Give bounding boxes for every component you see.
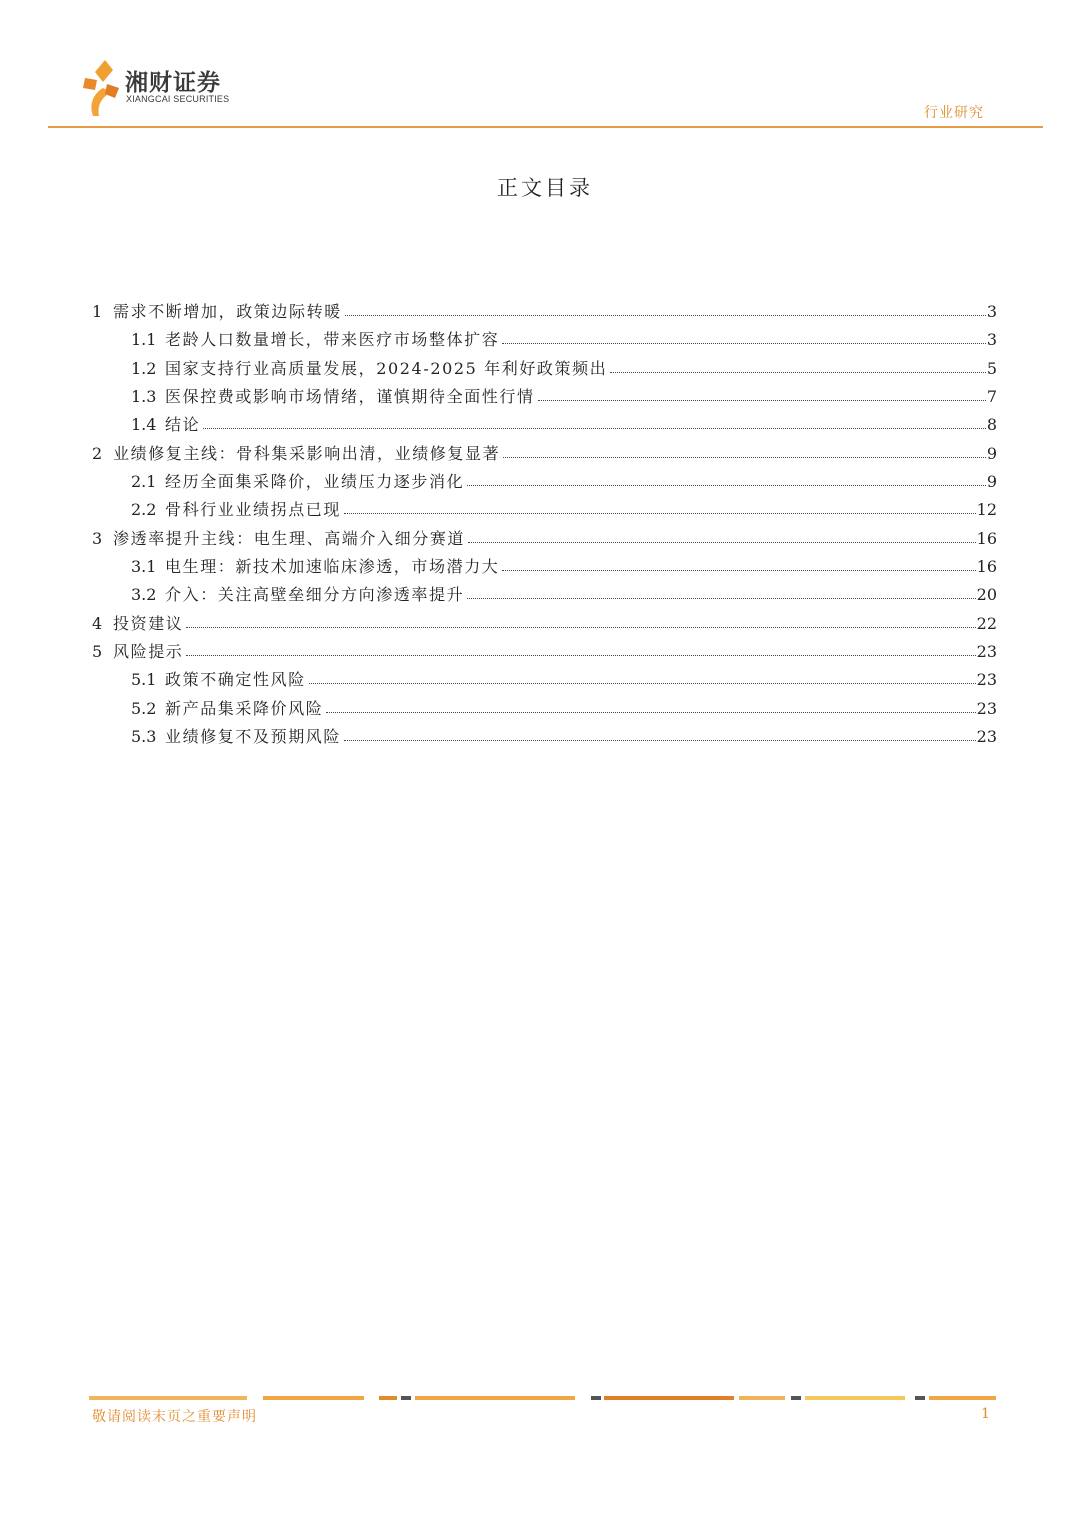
toc-dot-leader <box>502 569 975 571</box>
toc-dot-leader <box>186 654 975 656</box>
toc-entry[interactable] <box>92 723 997 751</box>
toc-entry-title: 电生理：新技术加速临床渗透，市场潜力大 <box>165 557 500 577</box>
toc-entry-title: 业绩修复不及预期风险 <box>165 727 342 747</box>
toc-entry[interactable] <box>92 525 997 553</box>
toc-entry[interactable] <box>92 610 997 638</box>
toc-entry-page: 9 <box>986 472 997 492</box>
page-header <box>0 0 1080 130</box>
header-divider <box>48 126 1043 128</box>
toc-entry-number: 5.2 <box>131 698 157 718</box>
toc-entry-page: 20 <box>976 585 997 605</box>
toc-entry-number: 3.1 <box>131 557 157 577</box>
toc-entry-title: 结论 <box>165 415 201 435</box>
toc-dot-leader <box>203 427 986 429</box>
toc-entry[interactable] <box>92 496 997 524</box>
table-of-contents <box>92 298 997 752</box>
toc-dot-leader <box>610 371 985 373</box>
toc-entry-number: 5.3 <box>131 727 157 747</box>
toc-entry-title: 需求不断增加，政策边际转暖 <box>113 302 342 321</box>
toc-entry-page: 3 <box>986 302 997 321</box>
toc-dot-leader <box>467 597 975 599</box>
toc-entry-title: 渗透率提升主线：电生理、高端介入细分赛道 <box>113 528 466 548</box>
toc-entry-title: 经历全面集采降价，业绩压力逐步消化 <box>165 472 465 492</box>
toc-entry-number: 5 <box>92 642 103 662</box>
toc-entry[interactable] <box>92 638 997 666</box>
toc-dot-leader <box>186 626 975 628</box>
toc-entry-page: 23 <box>976 727 997 747</box>
toc-entry-number: 1.4 <box>131 415 157 435</box>
toc-dot-leader <box>344 739 976 741</box>
toc-entry[interactable] <box>92 355 997 383</box>
toc-entry-number: 1 <box>92 302 103 321</box>
toc-entry-page: 22 <box>976 613 997 633</box>
toc-dot-leader <box>468 541 976 543</box>
toc-entry-page: 9 <box>986 443 997 463</box>
toc-entry-page: 23 <box>976 698 997 718</box>
toc-entry[interactable] <box>92 666 997 694</box>
toc-entry-page: 23 <box>976 642 997 662</box>
logo-chinese-name: 湘财证券 <box>125 70 221 96</box>
toc-dot-leader <box>503 456 986 458</box>
toc-entry-title: 政策不确定性风险 <box>165 670 306 690</box>
company-logo <box>83 58 233 118</box>
section-label: 行业研究 <box>924 105 984 121</box>
toc-dot-leader <box>345 314 986 316</box>
toc-entry-number: 2 <box>92 443 103 463</box>
toc-entry-title: 医保控费或影响市场情绪，谨慎期待全面性行情 <box>165 387 535 407</box>
toc-entry-number: 5.1 <box>131 670 157 690</box>
toc-entry-title: 业绩修复主线：骨科集采影响出清，业绩修复显著 <box>113 443 501 463</box>
toc-entry-number: 3 <box>92 528 103 548</box>
toc-dot-leader <box>326 711 975 713</box>
toc-entry-page: 16 <box>976 557 997 577</box>
toc-entry-title: 介入：关注高壁垒细分方向渗透率提升 <box>165 585 465 605</box>
toc-entry-title: 骨科行业业绩拐点已现 <box>165 500 342 520</box>
toc-entry-number: 2.2 <box>131 500 157 520</box>
toc-entry-page: 12 <box>976 500 997 520</box>
toc-entry-page: 8 <box>986 415 997 435</box>
toc-entry-number: 1.1 <box>131 330 157 350</box>
toc-entry[interactable] <box>92 695 997 723</box>
toc-entry[interactable] <box>92 553 997 581</box>
toc-entry-page: 3 <box>986 330 997 350</box>
page-number: 1 <box>981 1406 990 1422</box>
toc-entry-title: 国家支持行业高质量发展，2024-2025 年利好政策频出 <box>165 358 608 378</box>
toc-entry[interactable] <box>92 383 997 411</box>
toc-entry-number: 3.2 <box>131 585 157 605</box>
toc-entry-number: 1.3 <box>131 387 157 407</box>
toc-dot-leader <box>467 484 986 486</box>
toc-entry-title: 投资建议 <box>113 613 184 633</box>
toc-entry-title: 风险提示 <box>113 642 184 662</box>
toc-title: 正文目录 <box>497 176 593 200</box>
toc-entry-page: 7 <box>986 387 997 407</box>
toc-entry[interactable] <box>92 440 997 468</box>
toc-entry-number: 2.1 <box>131 472 157 492</box>
toc-entry[interactable] <box>92 298 997 326</box>
toc-entry[interactable] <box>92 411 997 439</box>
toc-entry-page: 23 <box>976 670 997 690</box>
footer-decorative-bar <box>89 1396 996 1400</box>
toc-entry-number: 1.2 <box>131 358 157 378</box>
toc-dot-leader <box>344 512 976 514</box>
toc-entry[interactable] <box>92 581 997 609</box>
toc-entry-page: 5 <box>986 358 997 378</box>
toc-dot-leader <box>538 399 986 401</box>
toc-entry-title: 新产品集采降价风险 <box>165 698 324 718</box>
toc-entry-page: 16 <box>976 528 997 548</box>
toc-entry-title: 老龄人口数量增长，带来医疗市场整体扩容 <box>165 330 500 350</box>
toc-entry[interactable] <box>92 468 997 496</box>
footer-disclaimer-note: 敬请阅读末页之重要声明 <box>92 1409 257 1425</box>
logo-mark-icon <box>83 58 119 118</box>
toc-entry[interactable] <box>92 326 997 354</box>
toc-dot-leader <box>309 682 976 684</box>
logo-english-name: XIANGCAI SECURITIES <box>126 94 230 104</box>
toc-entry-number: 4 <box>92 613 103 633</box>
toc-dot-leader <box>502 342 985 344</box>
